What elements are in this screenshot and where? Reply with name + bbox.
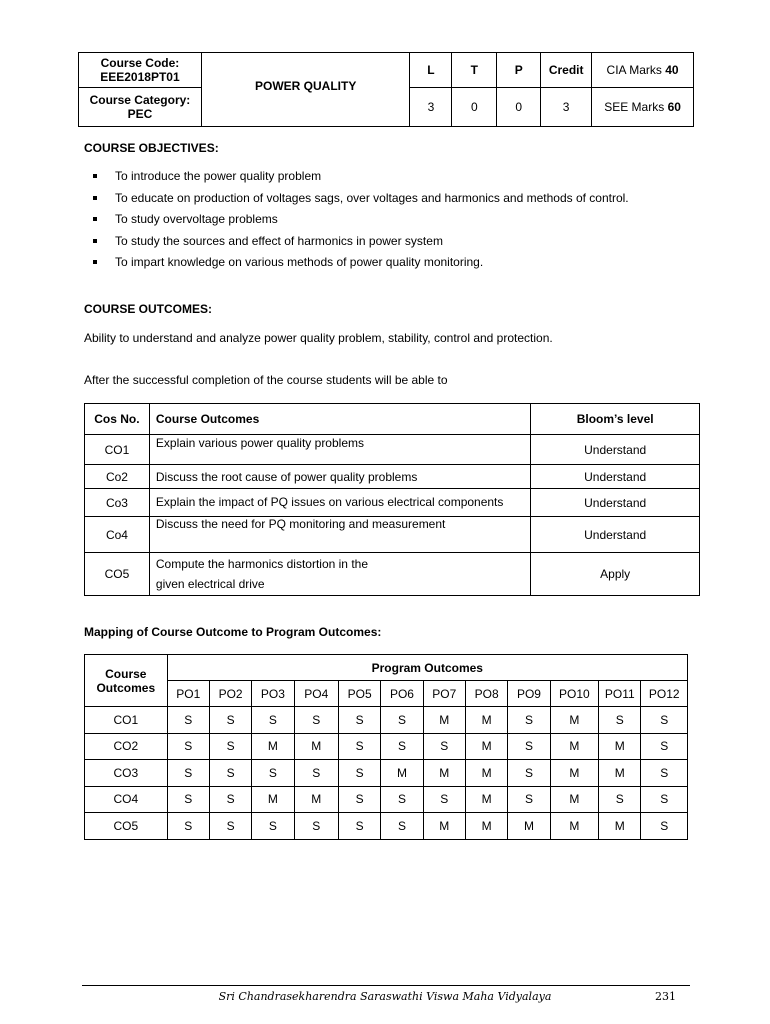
mapping-cell: S [423,786,465,813]
mapping-cell: M [599,813,641,840]
outcomes-intro: After the successful completion of the course students will be able to [84,373,448,387]
mapping-cell: S [252,813,294,840]
course-code-label: Course Code: [100,56,180,71]
co-number: Co4 [85,517,150,553]
mapping-cell: M [294,733,338,760]
po-header: PO1 [167,681,209,707]
mapping-cell: S [167,733,209,760]
mapping-cell: S [209,813,251,840]
col-header: Cos No. [85,404,150,435]
credit-label: Credit [541,53,592,88]
po-header: PO2 [209,681,251,707]
mapping-cell: S [641,760,688,787]
course-outcomes-table [84,403,700,596]
co-text: Explain various power quality problems [149,435,530,465]
mapping-cell: S [381,813,423,840]
list-item: To introduce the power quality problem [84,168,704,190]
mapping-cell: S [167,707,209,734]
po-header: PO3 [252,681,294,707]
table-row [85,517,700,553]
objectives-title: COURSE OBJECTIVES: [84,141,219,155]
co-text: Explain the impact of PQ issues on various electrical components [149,489,530,517]
mapping-cell: S [252,707,294,734]
mapping-cell: M [465,786,507,813]
table-row [85,813,688,840]
mapping-cell: M [465,760,507,787]
mapping-cell: S [294,813,338,840]
cia-marks [592,53,694,88]
mapping-co: CO3 [85,760,168,787]
table-row [85,489,700,517]
mapping-cell: M [423,707,465,734]
mapping-cell: M [252,733,294,760]
mapping-cell: S [508,733,550,760]
co-number: CO1 [85,435,150,465]
co-text: Compute the harmonics distortion in the given electrical drive [149,553,530,596]
mapping-cell: M [465,733,507,760]
po-header: PO11 [599,681,641,707]
course-category: PEC [127,107,153,122]
mapping-cell: S [167,786,209,813]
co-level: Understand [531,489,700,517]
mapping-cell: S [338,760,380,787]
footer-divider [82,985,690,986]
mapping-cell: S [294,760,338,787]
mapping-cell: M [550,813,599,840]
po-header: PO10 [550,681,599,707]
outcomes-title: COURSE OUTCOMES: [84,302,213,316]
course-code-cell [79,53,202,88]
mapping-corner: Course Outcomes [85,655,168,707]
mapping-cell: M [252,786,294,813]
outcomes-ability: Ability to understand and analyze power quality problem, stability, control and protection. [84,331,553,345]
mapping-cell: S [338,733,380,760]
co-level: Understand [531,435,700,465]
po-header-row [85,681,688,707]
course-category-label: Course Category: [89,93,191,108]
mapping-cell: M [550,760,599,787]
mapping-cell: S [338,813,380,840]
mapping-cell: M [550,707,599,734]
table-row [85,786,688,813]
col-header: Course Outcomes [149,404,530,435]
mapping-cell: S [381,707,423,734]
footer-university: Sri Chandrasekharendra Saraswathi Viswa Maha Vidyalaya [218,990,552,1003]
course-title: POWER QUALITY [201,53,410,127]
cia-label: CIA Marks [606,63,662,78]
mapping-cell: S [641,813,688,840]
mapping-cell: S [209,786,251,813]
p-value: 0 [497,88,541,127]
mapping-cell: M [550,786,599,813]
co-level: Apply [531,553,700,596]
t-value: 0 [452,88,497,127]
co-number: Co3 [85,489,150,517]
mapping-cell: M [465,813,507,840]
table-row [85,465,700,489]
co-number: CO5 [85,553,150,596]
mapping-cell: M [423,813,465,840]
mapping-cell: S [641,733,688,760]
see-label: SEE Marks [604,100,665,115]
course-code: EEE2018PT01 [100,70,180,85]
po-header: PO12 [641,681,688,707]
mapping-cell: S [167,813,209,840]
mapping-co: CO1 [85,707,168,734]
co-text: Discuss the root cause of power quality problems [149,465,530,489]
see-marks [592,88,694,127]
co-level: Understand [531,517,700,553]
p-label: P [497,53,541,88]
mapping-cell: S [508,760,550,787]
mapping-cell: S [381,786,423,813]
mapping-cell: S [599,786,641,813]
list-item: To study overvoltage problems [84,211,704,233]
mapping-cell: S [209,760,251,787]
table-row [85,707,688,734]
l-value: 3 [410,88,452,127]
table-row [85,553,700,596]
program-outcomes-header: Program Outcomes [167,655,687,681]
po-header: PO7 [423,681,465,707]
mapping-cell: S [599,707,641,734]
mapping-cell: S [294,707,338,734]
mapping-cell: S [209,707,251,734]
mapping-cell: S [167,760,209,787]
mapping-co: CO2 [85,733,168,760]
table-row [85,733,688,760]
see-value: 60 [667,100,681,115]
mapping-cell: S [641,707,688,734]
co-number: Co2 [85,465,150,489]
mapping-cell: S [338,707,380,734]
mapping-cell: S [508,707,550,734]
list-item: To study the sources and effect of harmonics in power system [84,233,704,255]
mapping-cell: M [294,786,338,813]
po-header: PO8 [465,681,507,707]
mapping-cell: M [465,707,507,734]
mapping-cell: M [599,760,641,787]
course-header-table [78,52,694,127]
t-label: T [452,53,497,88]
l-label: L [410,53,452,88]
mapping-table [84,654,688,840]
course-category-cell [79,88,202,127]
mapping-cell: S [252,760,294,787]
po-header: PO9 [508,681,550,707]
col-header: Bloom’s level [531,404,700,435]
po-header: PO6 [381,681,423,707]
objectives-list [84,168,704,276]
co-text: Discuss the need for PQ monitoring and measurement [149,517,530,553]
table-row [85,760,688,787]
list-item: To impart knowledge on various methods of power quality monitoring. [84,254,704,276]
page-number: 231 [655,990,676,1003]
co-level: Understand [531,465,700,489]
mapping-co: CO4 [85,786,168,813]
mapping-cell: M [423,760,465,787]
mapping-cell: S [381,733,423,760]
mapping-cell: M [508,813,550,840]
po-header: PO4 [294,681,338,707]
mapping-cell: M [550,733,599,760]
mapping-cell: S [423,733,465,760]
list-item: To educate on production of voltages sags, over voltages and harmonics and methods of control. [84,190,704,212]
credit-value: 3 [541,88,592,127]
mapping-cell: S [508,786,550,813]
mapping-cell: M [599,733,641,760]
mapping-cell: S [338,786,380,813]
mapping-cell: M [381,760,423,787]
table-row [85,435,700,465]
mapping-co: CO5 [85,813,168,840]
cia-value: 40 [665,63,679,78]
po-header: PO5 [338,681,380,707]
mapping-cell: S [209,733,251,760]
mapping-title: Mapping of Course Outcome to Program Outcomes: [84,625,382,639]
mapping-cell: S [641,786,688,813]
